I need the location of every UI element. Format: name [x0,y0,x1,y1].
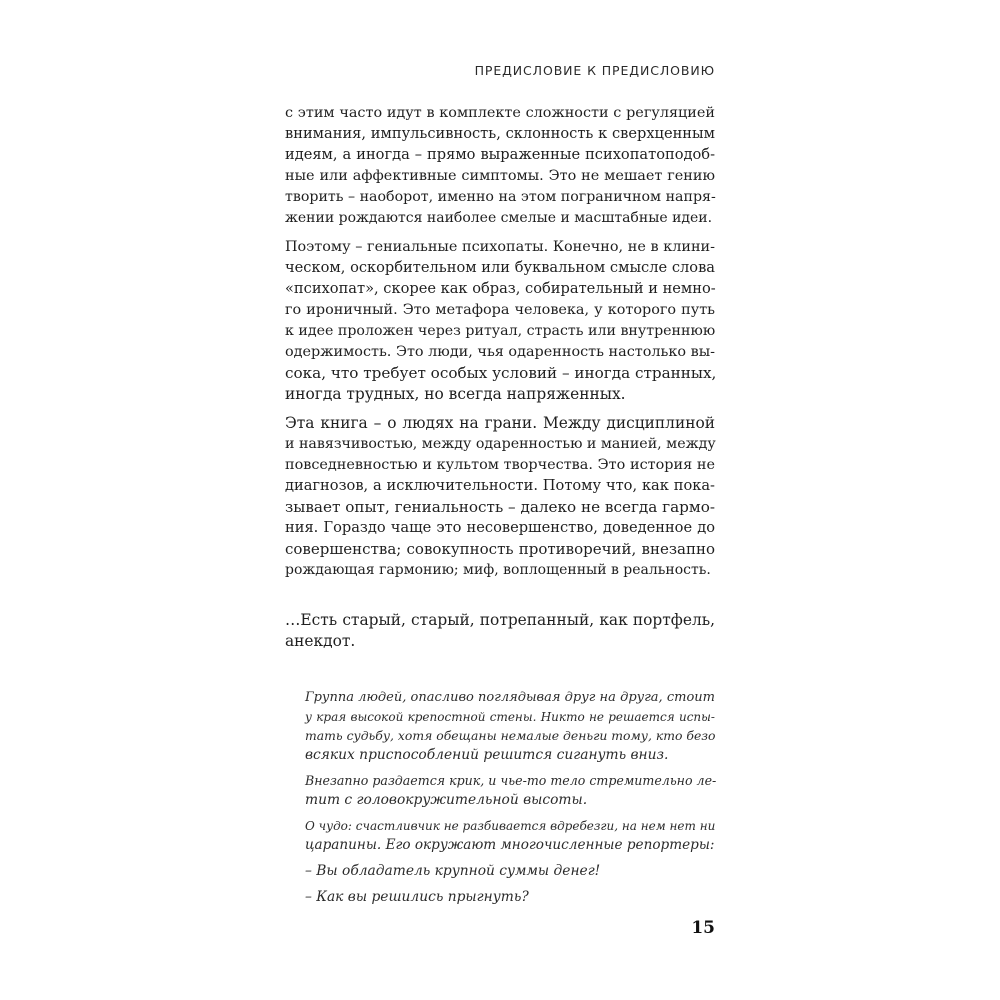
body-line: идеям, а иногда – прямо выраженные психопатоподоб- [285,146,715,163]
body-line: ные или аффективные симптомы. Это не мешает гению [285,168,715,184]
body-line: к идее проложен через ритуал, страсть или внутреннюю [285,323,716,339]
body-line: повседневностью и культом творчества. Это история не [285,457,715,473]
body-line: го ироничный. Это метафора человека, у которого путь [285,302,715,318]
body-line: ческом, оскорбительном или буквальном смысле слова [285,259,715,276]
body-line: совершенства; совокупность противоречий, внезапно [285,540,715,558]
body-line: с этим часто идут в комплекте сложности с регуляцией [285,105,715,121]
running-head: ПРЕДИСЛОВИЕ К ПРЕДИСЛОВИЮ [474,63,715,78]
body-line: жении рождаются наиболее смелые и масштабные идеи. [285,210,713,226]
quote-line: у края высокой крепостной стены. Никто не решается испы- [305,710,715,724]
body-line: и навязчивостью, между одаренностью и манией, между [285,436,716,452]
body-line: Эта книга – о людях на грани. Между дисциплиной [285,414,715,432]
quote-line: тать судьбу, хотя обещаны немалые деньги тому, кто безо [305,728,716,743]
body-line: иногда трудных, но всегда напряженных. [285,385,626,403]
quote-line: тит с головокружительной высоты. [305,792,588,808]
body-line: …Есть старый, старый, потрепанный, как портфель, [285,611,715,629]
body-line: Поэтому – гениальные психопаты. Конечно, не в клини- [285,239,715,255]
quote-line: О чудо: счастливчик не разбивается вдребезги, на нем нет ни [305,819,716,833]
body-line: «психопат», скорее как образ, собирательный и немно- [285,280,716,297]
body-line: одержимость. Это люди, чья одаренность настолько вы- [285,344,716,360]
quote-line: Внезапно раздается крик, и чье-то тело стремительно ле- [305,773,717,788]
quote-line: Группа людей, опасливо поглядывая друг на друга, стоит [305,690,715,705]
page-number: 15 [691,918,715,938]
body-line: рождающая гармонию; миф, воплощенный в реальность. [285,562,711,578]
body-line: творить – наоборот, именно на этом пограничном напря- [285,189,716,205]
body-line: внимания, импульсивность, склонность к сверхценным [285,125,715,142]
body-line: зывает опыт, гениальность – далеко не всегда гармо- [285,498,715,516]
quote-line: всяких приспособлений решится сигануть вниз. [305,747,669,763]
quote-line: царапины. Его окружают многочисленные репортеры: [305,837,715,853]
body-line: ния. Гораздо чаще это несовершенство, доведенное до [285,519,715,536]
quote-line: – Вы обладатель крупной суммы денег! [305,863,601,879]
body-line: анекдот. [285,632,356,650]
body-line: сока, что требует особых условий – иногда странных, [285,364,717,382]
body-line: диагнозов, а исключительности. Потому что, как пока- [285,477,715,494]
quote-line: – Как вы решились прыгнуть? [305,889,529,905]
